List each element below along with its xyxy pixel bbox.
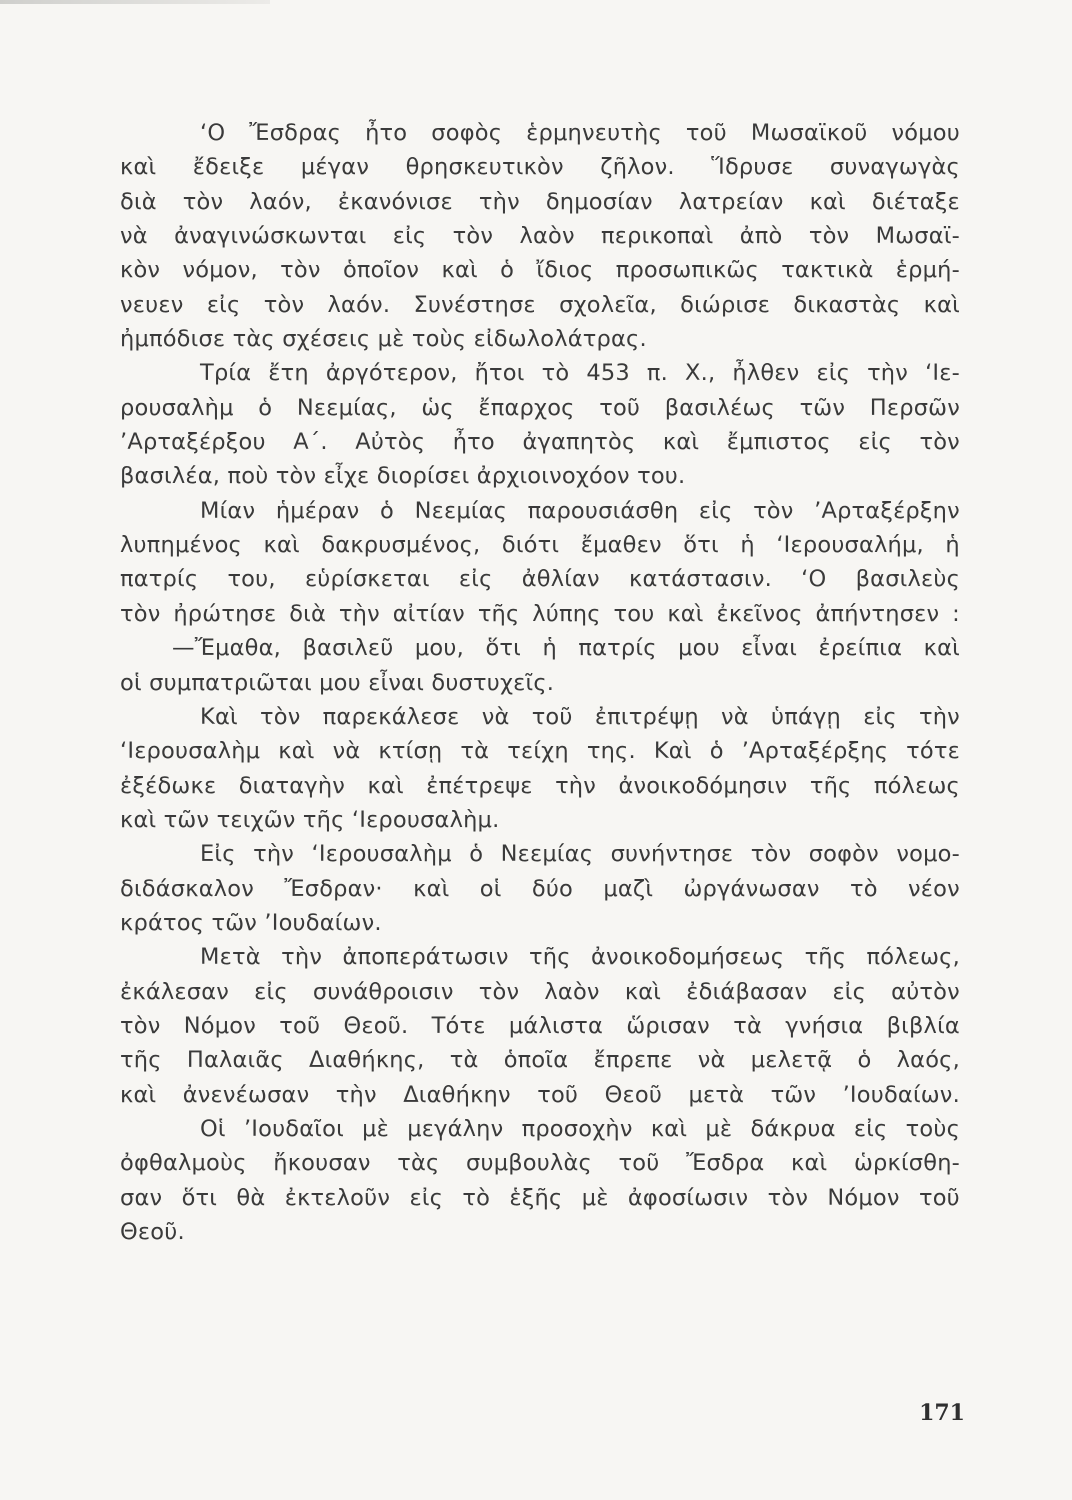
text-line: πατρίς του, εὑρίσκεται εἰς ἀθλίαν κατάστασιν. ‘Ο βασιλεὺς xyxy=(120,566,960,593)
text-line: ἠμπόδισε τὰς σχέσεις μὲ τοὺς εἰδωλολάτρας. xyxy=(120,326,647,353)
text-line: καὶ ἔδειξε μέγαν θρησκευτικὸν ζῆλον. Ἵδρυσε συναγωγὰς xyxy=(120,154,960,181)
text-line: Εἰς τὴν ‘Ιερουσαλὴμ ὁ Νεεμίας συνήντησε τὸν σοφὸν νομο- xyxy=(200,841,960,868)
text-line: κὸν νόμον, τὸν ὁποῖον καὶ ὁ ἴδιος προσωπικῶς τακτικὰ ἑρμή- xyxy=(120,257,960,284)
text-line: Μίαν ἡμέραν ὁ Νεεμίας παρουσιάσθη εἰς τὸν ’Αρταξέρξην xyxy=(200,497,960,524)
text-line: ‘Ο Ἔσδρας ἦτο σοφὸς ἑρμηνευτὴς τοῦ Μωσαϊκοῦ νόμου xyxy=(200,120,960,146)
text-line: Μετὰ τὴν ἀποπεράτωσιν τῆς ἀνοικοδομήσεως τῆς πόλεως, xyxy=(200,944,960,971)
text-line: Καὶ τὸν παρεκάλεσε νὰ τοῦ ἐπιτρέψῃ νὰ ὑπάγῃ εἰς τὴν xyxy=(200,703,960,730)
text-line: κράτος τῶν ’Ιουδαίων. xyxy=(120,909,382,936)
text-line: ἐκάλεσαν εἰς συνάθροισιν τὸν λαὸν καὶ ἐδιάβασαν εἰς αὐτὸν xyxy=(120,978,960,1005)
text-line: Θεοῦ. xyxy=(120,1219,185,1245)
text-line: οἱ συμπατριῶται μου εἶναι δυστυχεῖς. xyxy=(120,669,555,696)
text-line: —Ἔμαθα, βασιλεῦ μου, ὅτι ἡ πατρίς μου εἶναι ἐρείπια καὶ xyxy=(172,635,960,662)
text-line: λυπημένος καὶ δακρυσμένος, διότι ἔμαθεν ὅτι ἡ ‘Ιερουσαλήμ, ἡ xyxy=(120,532,960,559)
text-line: ‘Ιερουσαλὴμ καὶ νὰ κτίσῃ τὰ τείχη της. Καὶ ὁ ’Αρταξέρξης τότε xyxy=(120,738,960,765)
text-line: καὶ τῶν τειχῶν τῆς ‘Ιερουσαλὴμ. xyxy=(120,806,500,833)
text-line: τὸν ἠρώτησε διὰ τὴν αἰτίαν τῆς λύπης του καὶ ἐκεῖνος ἀπήντησεν : xyxy=(120,600,960,627)
page-top-edge xyxy=(0,0,270,4)
text-line: τῆς Παλαιᾶς Διαθήκης, τὰ ὁποῖα ἔπρεπε νὰ μελετᾷ ὁ λαός, xyxy=(120,1047,960,1074)
text-line: ἐξέδωκε διαταγὴν καὶ ἐπέτρεψε τὴν ἀνοικοδόμησιν τῆς πόλεως xyxy=(120,772,960,799)
text-line: τὸν Νόμον τοῦ Θεοῦ. Τότε μάλιστα ὥρισαν τὰ γνήσια βιβλία xyxy=(120,1012,960,1039)
text-line: διδάσκαλον Ἔσδραν· καὶ οἱ δύο μαζὶ ὠργάνωσαν τὸ νέον xyxy=(120,875,960,902)
text-line: Οἱ ’Ιουδαῖοι μὲ μεγάλην προσοχὴν καὶ μὲ δάκρυα εἰς τοὺς xyxy=(200,1115,960,1142)
text-line: Τρία ἔτη ἀργότερον, ἤτοι τὸ 453 π. Χ., ἦλθεν εἰς τὴν ‘Ιε- xyxy=(200,360,960,387)
text-line: βασιλέα, ποὺ τὸν εἶχε διορίσει ἀρχιοινοχόον του. xyxy=(120,463,686,490)
text-line: διὰ τὸν λαόν, ἐκανόνισε τὴν δημοσίαν λατρείαν καὶ διέταξε xyxy=(120,188,960,215)
text-line: ’Αρταξέρξου Α΄. Αὐτὸς ἦτο ἀγαπητὸς καὶ ἔμπιστος εἰς τὸν xyxy=(120,429,960,456)
page-body xyxy=(120,116,960,1249)
text-line: ρουσαλὴμ ὁ Νεεμίας, ὡς ἔπαρχος τοῦ βασιλέως τῶν Περσῶν xyxy=(120,394,960,421)
page-number: 171 xyxy=(919,1400,965,1426)
text-line: ὀφθαλμοὺς ἤκουσαν τὰς συμβουλὰς τοῦ Ἔσδρα καὶ ὡρκίσθη- xyxy=(120,1150,960,1177)
text-line: νὰ ἀναγινώσκωνται εἰς τὸν λαὸν περικοπαὶ ἀπὸ τὸν Μωσαϊ- xyxy=(120,223,960,250)
text-line: σαν ὅτι θὰ ἐκτελοῦν εἰς τὸ ἑξῆς μὲ ἀφοσίωσιν τὸν Νόμον τοῦ xyxy=(120,1184,960,1211)
text-line: καὶ ἀνενέωσαν τὴν Διαθήκην τοῦ Θεοῦ μετὰ τῶν ’Ιουδαίων. xyxy=(120,1081,960,1108)
text-line: νευεν εἰς τὸν λαόν. Συνέστησε σχολεῖα, διώρισε δικαστὰς καὶ xyxy=(120,291,960,318)
